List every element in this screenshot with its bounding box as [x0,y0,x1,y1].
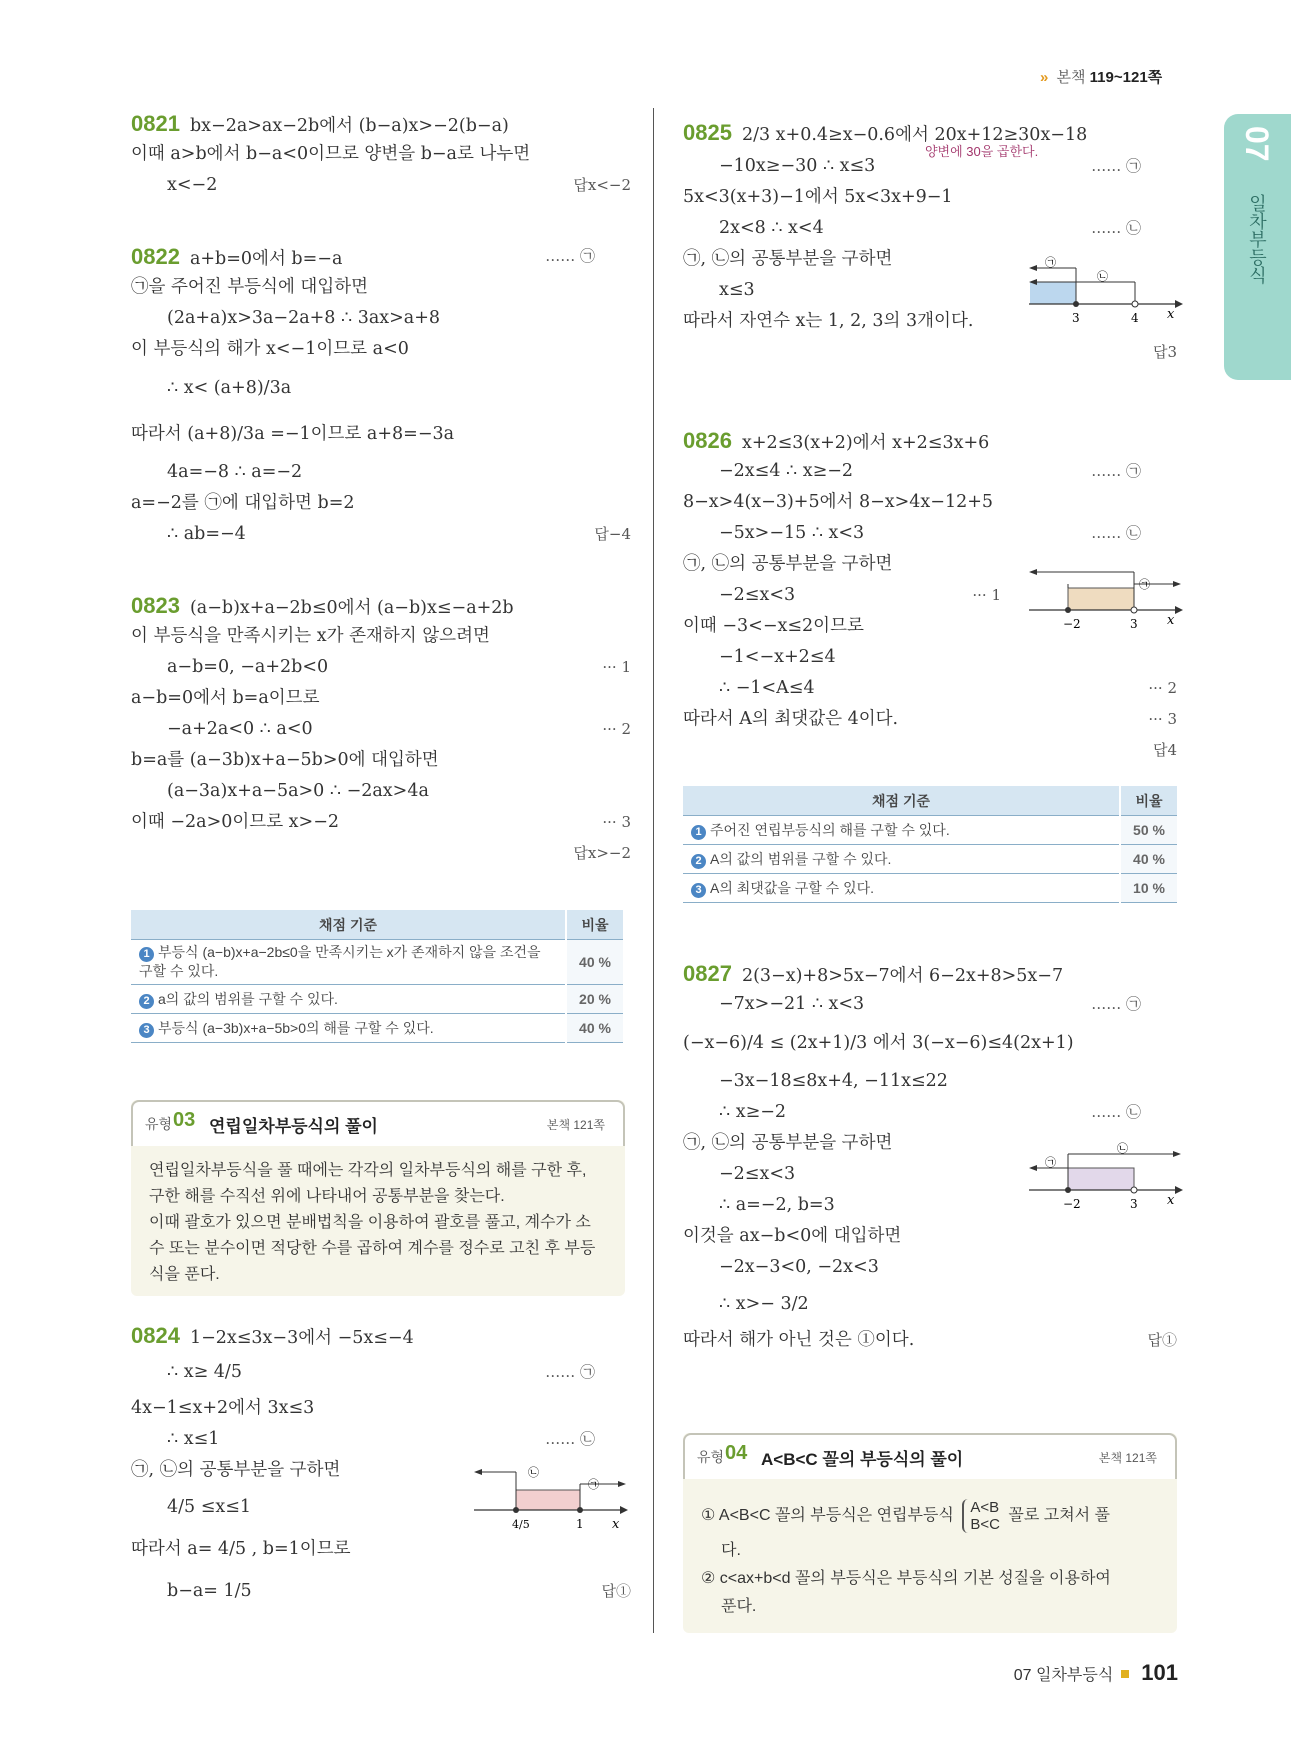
number-line-0825 [1025,256,1185,328]
type-title: A<B<C 꼴의 부등식의 풀이 [761,1450,964,1469]
answer-icon: 답 [601,1582,616,1600]
type-tag: 유형 [145,1116,173,1132]
answer-value: −4 [608,525,631,543]
scoring-table-0823 [131,910,623,1043]
label-g: ㉠ [588,1478,599,1491]
solution-region [1068,588,1134,610]
problem-line: (a−b)x+a−2b≤0에서 (a−b)x≤−a+2b [189,598,514,618]
problem-line: ∴ x≤1 [167,1429,220,1449]
type-box-04 [683,1433,1177,1633]
footer-square-icon [1121,1670,1129,1678]
problem-line: x≤3 [719,280,755,300]
number-line-0827 [1025,1142,1185,1212]
label-g: ㉡ [1117,1142,1128,1155]
system-line: A<B [970,1498,1000,1516]
header-prefix: 본책 [1056,69,1086,86]
problem-line: −2≤x<3 [719,585,796,605]
problem-line: ㉠, ㉡의 공통부분을 구하면 [683,249,893,269]
type-body-line: 다. [721,1542,741,1559]
type-ref: 본책 121쪽 [546,1118,605,1132]
problem-line: ∴ x≥−2 [719,1102,787,1122]
problem-line: a+b=0에서 b=−a [189,249,343,269]
problem-0822 [131,241,631,550]
table-row [683,874,1177,903]
answer [1153,337,1177,368]
arrow-right-icon [618,1481,626,1487]
problem-line: 따라서 A의 최댓값은 4이다. [683,709,899,729]
problem-line: −2≤x<3 [719,1164,796,1184]
arrow-right-icon [1173,1151,1181,1157]
arrow-right-icon [620,1506,628,1514]
table-header: 채점 기준 [683,786,1120,816]
left-column [131,108,631,869]
type-number: 04 [725,1442,748,1464]
problem-number: 0827 [683,961,732,986]
answer-icon: 답 [573,844,588,862]
type-body-line: 수 또는 분수이면 적당한 수를 곱하여 계수를 정수로 고친 후 부등 [149,1240,596,1257]
step-badge: 2 [139,994,154,1009]
problem-line: −3x−18≤8x+4, −11x≤22 [719,1071,948,1091]
chapter-title: 일차부등식 [1247,194,1267,284]
table-header: 채점 기준 [131,910,566,940]
axis-label: x [1167,613,1175,628]
chapter-side-tab[interactable] [1224,114,1291,380]
problem-line: −10x≥−30 ∴ x≤3 [719,156,876,176]
label-g: ㉠ [1045,256,1056,269]
answer-value: x<−2 [587,176,631,194]
problem-line: ㉠, ㉡의 공통부분을 구하면 [683,554,893,574]
step-badge: 1 [139,947,154,962]
marker: ··· 3 [602,813,631,831]
problem-line: b=a를 (a−3b)x+a−5b>0에 대입하면 [131,750,439,770]
marker: …… ㉡ [1091,1103,1141,1121]
number-line-0826 [1025,562,1185,632]
tick-label: 3 [1072,311,1080,325]
problem-line: a=−2를 ㉠에 대입하면 b=2 [131,493,355,513]
problem-number: 0824 [131,1323,180,1348]
problem-line: 8−x>4(x−3)+5에서 8−x>4x−12+5 [683,492,994,512]
tick-label: 3 [1130,1197,1138,1211]
problem-line: 이 부등식을 만족시키는 x가 존재하지 않으려면 [131,626,490,646]
problem-number: 0823 [131,593,180,618]
table-row [131,1014,623,1043]
problem-line: 이것을 ax−b<0에 대입하면 [683,1226,902,1246]
chevron-right-icon: » [1040,69,1049,86]
table-row [131,940,623,985]
type-body-line: 식을 푼다. [149,1266,220,1283]
marker: ··· 1 [972,586,1001,604]
ratio: 40 % [566,940,623,985]
problem-line: b−a= 1/5 [167,1581,252,1601]
tick-label: −2 [1063,617,1081,631]
problem-number: 0825 [683,120,732,145]
problem-line: ∴ a=−2, b=3 [719,1195,835,1215]
answer-icon: 답 [1147,1331,1162,1349]
type-tag: 유형 [697,1449,725,1465]
arrow-right-icon [1173,581,1181,587]
answer-value: 4 [1167,741,1177,759]
problem-line: ∴ x< (a+8)/3a [167,378,292,398]
tick-label: 3 [1130,617,1138,631]
arrow-left-icon [1029,265,1037,271]
answer [573,170,631,201]
marker: ··· 3 [1148,710,1177,728]
marker: ··· 1 [602,658,631,676]
axis-label: x [1167,307,1175,322]
problem-line: 이때 −3<−x≤2이므로 [683,616,864,636]
type-body-line: ② c<ax+b<d 꼴의 부등식은 부등식의 기본 성질을 이용하여 [701,1570,1111,1587]
problem-line: 5x<3(x+3)−1에서 5x<3x+9−1 [683,187,953,207]
problem-line: −a+2a<0 ∴ a<0 [167,719,313,739]
criterion-text: 부등식 (a−b)x+a−2b≤0을 만족시키는 x가 존재하지 않을 조건을 구할 수 있다. [139,944,541,979]
marker: …… ㉠ [545,247,595,265]
problem-line: −2x−3<0, −2x<3 [719,1257,879,1277]
problem-line: ㉠을 주어진 부등식에 대입하면 [131,277,369,297]
problem-line: 따라서 a= 4/5 , b=1이므로 [131,1539,351,1559]
footer-chapter: 07 일차부등식 [1013,1667,1114,1684]
tick-label: −2 [1063,1197,1081,1211]
answer-value: ① [615,1582,631,1600]
step-badge: 3 [139,1023,154,1038]
problem-line: 2(3−x)+8>5x−7에서 6−2x+8>5x−7 [741,966,1064,986]
page-header [1040,66,1162,87]
problem-line: bx−2a>ax−2b에서 (b−a)x>−2(b−a) [189,116,509,136]
marker: …… ㉠ [1091,157,1141,175]
ratio: 40 % [1120,845,1177,874]
arrow-right-icon [1175,606,1183,614]
arrow-left-icon [474,1469,482,1475]
header-pages: 119~121쪽 [1089,69,1163,86]
problem-number: 0822 [131,244,180,269]
table-row [131,985,623,1014]
arrow-right-icon [1175,300,1183,308]
problem-0821 [131,108,631,201]
problem-line: −7x>−21 ∴ x<3 [719,994,865,1014]
arrow-right-icon [1175,1186,1183,1194]
column-divider [653,108,654,1633]
problem-line: 4/5 ≤x≤1 [167,1497,252,1517]
problem-line: 4a=−8 ∴ a=−2 [167,462,303,482]
answer-value: 3 [1167,343,1177,361]
type-body-line: 구한 해를 수직선 위에 나타내어 공통부분을 찾는다. [149,1188,505,1205]
answer [1147,1325,1177,1356]
scoring-table-0826 [683,786,1177,903]
annotation: 양변에 30을 곱한다. [925,144,1039,159]
problem-line: ㉠, ㉡의 공통부분을 구하면 [131,1460,341,1480]
marker: …… ㉠ [545,1363,595,1381]
problem-line: 2x<8 ∴ x<4 [719,218,824,238]
step-badge: 2 [691,854,706,869]
marker: …… ㉡ [1091,219,1141,237]
label-g: ㉠ [1139,578,1150,591]
answer-value: ① [1161,1331,1177,1349]
answer [573,838,631,869]
ratio: 40 % [566,1014,623,1043]
problem-line: 따라서 (a+8)/3a =−1이므로 a+8=−3a [131,424,455,444]
type-body-line: 연립일차부등식을 풀 때에는 각각의 일차부등식의 해를 구한 후, [149,1162,587,1179]
answer-value: x>−2 [587,844,631,862]
tick-label: 4 [1131,311,1139,325]
label-g: ㉡ [528,1466,539,1479]
criterion-text: 부등식 (a−3b)x+a−5b>0의 해를 구할 수 있다. [158,1020,434,1036]
marker: …… ㉠ [1091,462,1141,480]
table-header: 비율 [566,910,623,940]
system-brace [962,1499,1000,1533]
page-footer [1014,1660,1178,1686]
answer [594,519,631,550]
problem-line: ∴ −1<A≤4 [719,678,815,698]
arrow-left-icon [1029,1165,1037,1171]
problem-line: −1<−x+2≤4 [719,647,836,667]
problem-number: 0821 [131,111,180,136]
criterion-text: A의 값의 범위를 구할 수 있다. [710,851,892,867]
ratio: 20 % [566,985,623,1014]
criterion-text: a의 값의 범위를 구할 수 있다. [158,991,338,1007]
marker: …… ㉡ [1091,524,1141,542]
solution-region [1030,282,1076,304]
problem-line: ㉠, ㉡의 공통부분을 구하면 [683,1133,893,1153]
problem-line: (−x−6)/4 ≤ (2x+1)/3 에서 3(−x−6)≤4(2x+1) [683,1033,1074,1053]
table-row [683,845,1177,874]
problem-line: 이때 a>b에서 b−a<0이므로 양변을 b−a로 나누면 [131,144,531,164]
problem-line: 1−2x≤3x−3에서 −5x≤−4 [189,1328,414,1348]
problem-number: 0826 [683,428,732,453]
problem-line: −2x≤4 ∴ x≥−2 [719,461,854,481]
problem-line: ∴ ab=−4 [167,524,246,544]
system-line: B<C [970,1515,1000,1533]
solution-region [1068,1168,1134,1190]
axis-label: x [612,1517,620,1532]
criterion-text: A의 최댓값을 구할 수 있다. [710,880,875,896]
ratio: 50 % [1120,816,1177,845]
type-body-line: ① A<B<C 꼴의 부등식은 연립부등식 [701,1507,954,1524]
axis-label: x [1167,1193,1175,1208]
solution-region [516,1490,580,1510]
answer-icon: 답 [573,176,588,194]
type-body-line: 이때 괄호가 있으면 분배법칙을 이용하여 괄호를 풀고, 계수가 소 [149,1214,591,1231]
answer [1153,735,1177,766]
problem-line: (a−3a)x+a−5a>0 ∴ −2ax>4a [167,781,429,801]
answer [601,1570,631,1612]
type-title: 연립일차부등식의 풀이 [209,1117,378,1136]
type-box-03 [131,1100,625,1296]
problem-line: 이 부등식의 해가 x<−1이므로 a<0 [131,339,409,359]
problem-line: x<−2 [167,175,218,195]
table-header: 비율 [1120,786,1177,816]
problem-line: 이때 −2a>0이므로 x>−2 [131,812,340,832]
problem-line: 2/3 x+0.4≥x−0.6에서 20x+12≥30x−18 [741,125,1088,145]
marker: …… ㉡ [545,1430,595,1448]
problem-line: (2a+a)x>3a−2a+8 ∴ 3ax>a+8 [167,308,441,328]
problem-line: a−b=0, −a+2b<0 [167,657,329,677]
tick-label: 4/5 [512,1518,530,1531]
problem-line: 따라서 자연수 x는 1, 2, 3의 3개이다. [683,311,974,331]
tick-label: 1 [576,1517,584,1531]
answer-icon: 답 [1152,741,1168,759]
criterion-text: 주어진 연립부등식의 해를 구할 수 있다. [710,822,950,838]
answer-icon: 답 [1152,343,1168,361]
label-g: ㉡ [1097,270,1108,283]
problem-line: 4x−1≤x+2에서 3x≤3 [131,1398,315,1418]
problem-line: ∴ x≥ 4/5 [167,1362,242,1382]
type-ref: 본책 121쪽 [1098,1451,1157,1465]
problem-line: ∴ x>− 3/2 [719,1294,809,1314]
ratio: 10 % [1120,874,1177,903]
type-number: 03 [173,1109,196,1131]
type-body-line: 푼다. [721,1598,757,1615]
number-line-0824 [470,1462,630,1532]
answer-icon: 답 [594,525,609,543]
type-body-line: 꼴로 고쳐서 풀 [1008,1507,1111,1524]
marker: ··· 2 [1148,679,1177,697]
problem-line: −5x>−15 ∴ x<3 [719,523,865,543]
marker: ··· 2 [602,720,631,738]
chapter-number: 07 [1239,126,1275,162]
arrow-left-icon [1029,569,1037,575]
step-badge: 1 [691,825,706,840]
problem-line: 따라서 해가 아닌 것은 ①이다. [683,1330,915,1350]
problem-0825 [683,115,1177,368]
problem-0823 [131,590,631,869]
problem-line: x+2≤3(x+2)에서 x+2≤3x+6 [741,433,990,453]
label-g: ㉠ [1045,1156,1056,1169]
table-row [683,816,1177,845]
page-number: 101 [1141,1660,1178,1685]
step-badge: 3 [691,883,706,898]
marker: …… ㉠ [1091,995,1141,1013]
problem-line: a−b=0에서 b=a이므로 [131,688,320,708]
